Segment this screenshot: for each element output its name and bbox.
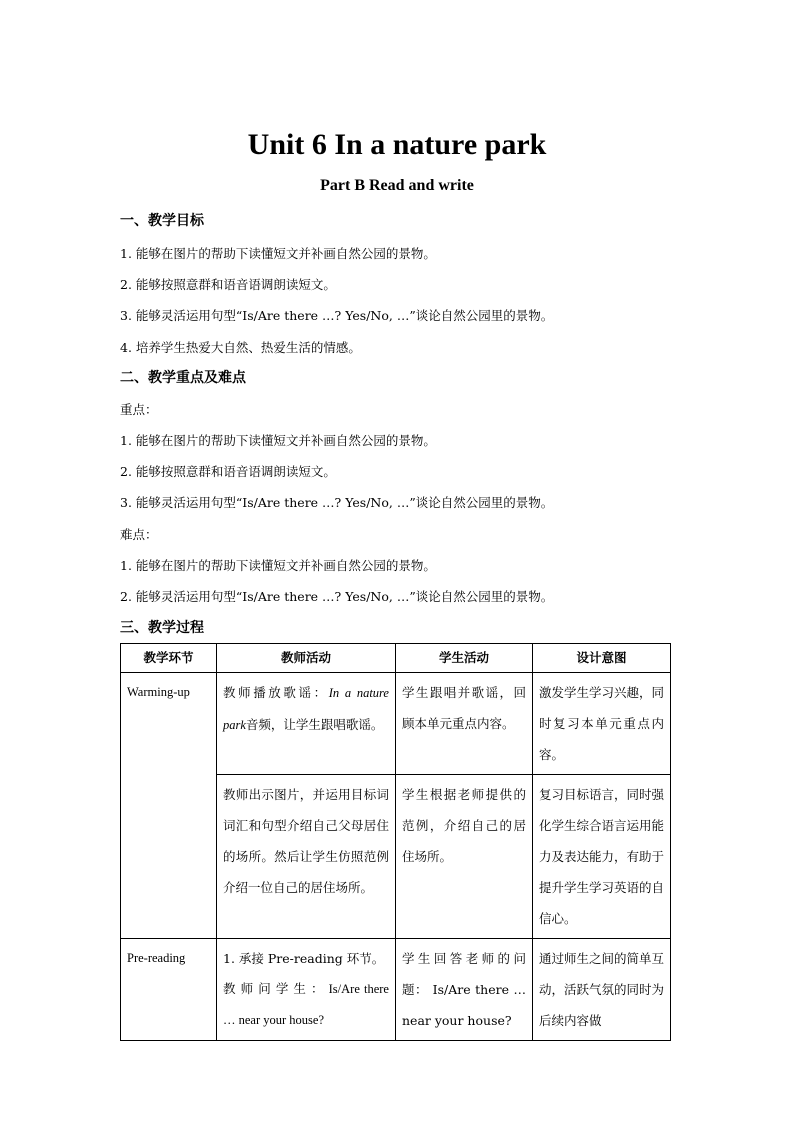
difficult-point-item: 2. 能够灵活运用句型“Is/Are there …? Yes/No, …”谈论自然公园里的景物。 bbox=[120, 589, 554, 604]
key-point-item: 1. 能够在图片的帮助下读懂短文并补画自然公园的景物。 bbox=[120, 433, 436, 448]
objective-item: 4. 培养学生热爱大自然、热爱生活的情感。 bbox=[120, 340, 361, 355]
section-heading-objectives: 一、教学目标 bbox=[120, 213, 204, 229]
teacher-activity-text: 教 师 问 学 生 ： Is/Are there … near your house? bbox=[223, 982, 389, 1027]
teacher-activity-cell bbox=[217, 939, 396, 1041]
section-heading-key-points: 二、教学重点及难点 bbox=[120, 370, 246, 386]
table-row bbox=[121, 775, 671, 939]
key-point-item: 2. 能够按照意群和语音语调朗读短文。 bbox=[120, 464, 336, 479]
page-title: Unit 6 In a nature park bbox=[247, 128, 547, 161]
teacher-activity-text: 音频，让学生跟唱歌谣。 bbox=[245, 717, 384, 732]
design-intent-cell: 通过师生之间的简单互动，活跃气氛的同时为后续内容做 bbox=[533, 939, 671, 1041]
objective-item: 1. 能够在图片的帮助下读懂短文并补画自然公园的景物。 bbox=[120, 246, 436, 261]
difficult-point-item: 1. 能够在图片的帮助下读懂短文并补画自然公园的景物。 bbox=[120, 558, 436, 573]
column-header: 教学环节 bbox=[121, 644, 217, 673]
table-header-row bbox=[121, 644, 671, 673]
teacher-activity-cell bbox=[217, 673, 396, 775]
table-row bbox=[121, 673, 671, 775]
teacher-activity-cell: 教师出示图片，并运用目标词词汇和句型介绍自己父母居住的场所。然后让学生仿照范例介绍一位自己的居住场所。 bbox=[217, 775, 396, 939]
objective-item: 2. 能够按照意群和语音语调朗读短文。 bbox=[120, 277, 336, 292]
column-header: 学生活动 bbox=[396, 644, 533, 673]
table-row bbox=[121, 939, 671, 1041]
stage-cell bbox=[121, 775, 217, 939]
student-activity-cell: 学生回答老师的问题： Is/Are there … near your house? bbox=[396, 939, 533, 1041]
column-header: 设计意图 bbox=[533, 644, 671, 673]
student-activity-cell: 学生跟唱并歌谣，回顾本单元重点内容。 bbox=[396, 673, 533, 775]
teacher-activity-text: 1. 承接 Pre-reading 环节。 bbox=[223, 951, 385, 966]
section-heading-process: 三、教学过程 bbox=[120, 620, 204, 636]
teaching-process-table bbox=[120, 643, 671, 1041]
song-title: In a nature park bbox=[223, 686, 389, 732]
teacher-activity-text: 教师播放歌谣： bbox=[223, 685, 329, 700]
stage-cell: Pre-reading bbox=[121, 939, 217, 1041]
stage-cell: Warming-up bbox=[121, 673, 217, 775]
design-intent-cell: 激发学生学习兴趣，同时复习本单元重点内容。 bbox=[533, 673, 671, 775]
design-intent-cell: 复习目标语言，同时强化学生综合语言运用能力及表达能力，有助于提升学生学习英语的自信心。 bbox=[533, 775, 671, 939]
key-point-item: 3. 能够灵活运用句型“Is/Are there …? Yes/No, …”谈论自然公园里的景物。 bbox=[120, 495, 554, 510]
objective-item: 3. 能够灵活运用句型“Is/Are there …? Yes/No, …”谈论自然公园里的景物。 bbox=[120, 308, 554, 323]
student-activity-cell: 学生根据老师提供的范例，介绍自己的居住场所。 bbox=[396, 775, 533, 939]
key-points-label: 重点： bbox=[120, 402, 158, 417]
page-subtitle: Part B Read and write bbox=[320, 177, 474, 194]
column-header: 教师活动 bbox=[217, 644, 396, 673]
difficult-points-label: 难点： bbox=[120, 527, 158, 542]
